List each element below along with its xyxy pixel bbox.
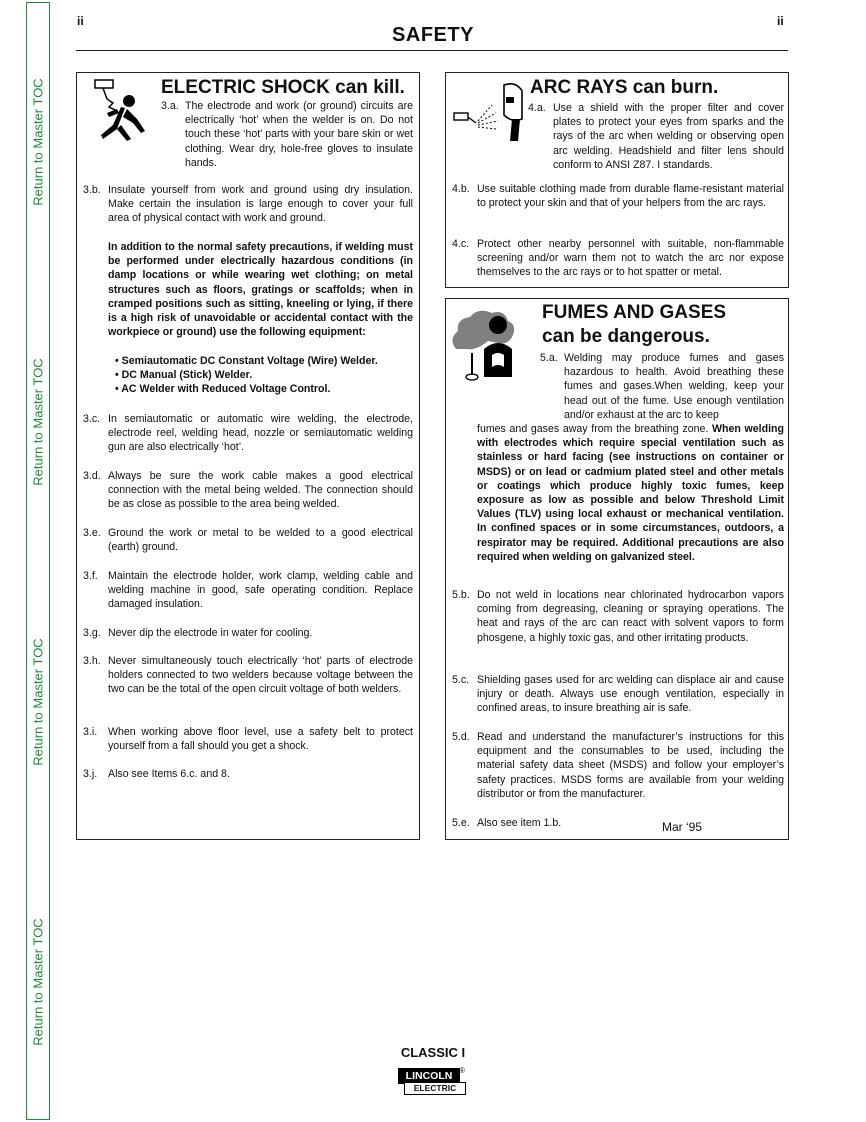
fumes-heading-line1: FUMES AND GASES	[542, 302, 727, 323]
item-5e: 5.e. Also see item 1.b.	[452, 817, 562, 829]
item-3e: 3.e. Ground the work or metal to be welded to a good electrical (earth) ground.	[83, 527, 413, 554]
item-5a: 5.a. Welding may produce fumes and gases hazardous to health. Avoid breathing these fumes and gases.When welding, keep your head out of the fume. Use enough ventilation and/or exhaust at the arc to keep	[540, 352, 784, 421]
item-3h: 3.h. Never simultaneously touch electrically ‘hot’ parts of electrode holders connected to two welders because voltage between the two can be the total of the open circuit voltage of both welders.	[83, 655, 413, 696]
item-3i: 3.i. When working above floor level, use a safety belt to protect yourself from a fall should you get a shock.	[83, 726, 413, 753]
page-number-left: ii	[77, 14, 84, 28]
return-to-master-toc-link[interactable]: Return to Master TOC	[30, 78, 46, 206]
revision-date: Mar ‘95	[662, 820, 703, 834]
electric-shock-heading: ELECTRIC SHOCK can kill.	[161, 77, 405, 98]
item-5a-continued: fumes and gases away from the breathing zone. When welding with electrodes which require special ventilation such as stainless or hard facing (see instructions on container or MSDS) or on lead or cadmium plated steel and other metals or coatings which produce highly toxic fumes, keep exposure as low as possible and below Threshold Limit Values (TLV) using local exhaust or mechanical ventilation. In confined spaces or in some circumstances, outdoors, a respirator may be required. Additional precautions are also required when welding on galvanized steel.	[477, 423, 784, 563]
item-3b: 3.b. Insulate yourself from work and ground using dry insulation. Make certain the insulation is large enough to cover your full area of physical contact with work and ground.	[83, 184, 413, 225]
fumes-heading-line2: can be dangerous.	[542, 326, 710, 347]
item-3c: 3.c. In semiautomatic or automatic wire welding, the electrode, electrode reel, welding head, nozzle or semiautomatic welding gun are also electrically ‘hot’.	[83, 413, 413, 454]
arc-rays-icon	[450, 79, 532, 143]
item-3f: 3.f. Maintain the electrode holder, work clamp, welding cable and welding machine in good, safe operating condition. Replace damaged insulation.	[83, 570, 413, 611]
item-4a: 4.a. Use a shield with the proper filter and cover plates to protect your eyes from sparks and the rays of the arc when welding or observing open arc welding. Headshield and filter lens should conform to ANSI Z87. I standards.	[528, 102, 784, 171]
equipment-item: • AC Welder with Reduced Voltage Control.	[115, 383, 331, 396]
item-5c: 5.c. Shielding gases used for arc welding can displace air and cause injury or death. Always use enough ventilation, especially in confined areas, to insure breathing air is safe.	[452, 674, 784, 715]
item-5b: 5.b. Do not weld in locations near chlorinated hydrocarbon vapors coming from degreasing, cleaning or spraying operations. The heat and rays of the arc can react with solvent vapors to form phosgene, a highly toxic gas, and other irritating products.	[452, 589, 784, 644]
return-to-master-toc-link[interactable]: Return to Master TOC	[30, 358, 46, 486]
item-3d: 3.d. Always be sure the work cable makes a good electrical connection with the metal being welded. The connection should be as close as possible to the area being welded.	[83, 470, 413, 511]
item-3a: 3.a. The electrode and work (or ground) circuits are electrically ‘hot’ when the welder is on. Do not touch these ‘hot’ parts with your bare skin or wet clothing. Wear dry, hole-free gloves to insulate hands.	[161, 100, 413, 169]
electric-shock-section	[76, 72, 420, 840]
item-3b-bold: In addition to the normal safety precautions, if welding must be performed under electrically hazardous conditions (in damp locations or while wearing wet clothing; on metal structures such as floors, gratings or scaffolds; when in cramped positions such as sitting, kneeling or lying, if there is a high risk of unavoidable or accidental contact with the workpiece or ground) use the following equipment:	[108, 241, 413, 339]
page-title: SAFETY	[392, 24, 474, 46]
item-3g: 3.g. Never dip the electrode in water for cooling.	[83, 627, 313, 639]
lincoln-electric-logo: LINCOLN ® ELECTRIC	[398, 1068, 466, 1096]
fumes-gases-section	[445, 298, 789, 840]
equipment-list	[115, 354, 415, 397]
electric-shock-icon	[81, 77, 159, 155]
arc-rays-section	[445, 72, 789, 288]
return-to-master-toc-link[interactable]: Return to Master TOC	[30, 918, 46, 1046]
item-5d: 5.d. Read and understand the manufacturer’s instructions for this equipment and the consumables to be used, including the material safety data sheet (MSDS) and follow your employer’s safety practices. MSDS forms are available from your welding distributor or from the manufacturer.	[452, 731, 784, 800]
return-to-master-toc-link[interactable]: Return to Master TOC	[30, 638, 46, 766]
item-4c: 4.c. Protect other nearby personnel with suitable, non-flammable screening and/or warn them not to watch the arc nor expose themselves to the arc rays or to hot spatter or metal.	[452, 238, 784, 279]
item-4b: 4.b. Use suitable clothing made from durable flame-resistant material to protect your skin and that of your helpers from the arc rays.	[452, 183, 784, 210]
fumes-gases-icon	[448, 305, 536, 383]
model-name: CLASSIC I	[400, 1045, 466, 1060]
equipment-item: • Semiautomatic DC Constant Voltage (Wire) Welder.	[115, 355, 378, 367]
page-number-right: ii	[777, 14, 784, 28]
arc-rays-heading: ARC RAYS can burn.	[530, 77, 719, 98]
header-rule	[76, 50, 788, 51]
equipment-item: • DC Manual (Stick) Welder.	[115, 369, 253, 382]
item-3j: 3.j. Also see Items 6.c. and 8.	[83, 768, 230, 780]
